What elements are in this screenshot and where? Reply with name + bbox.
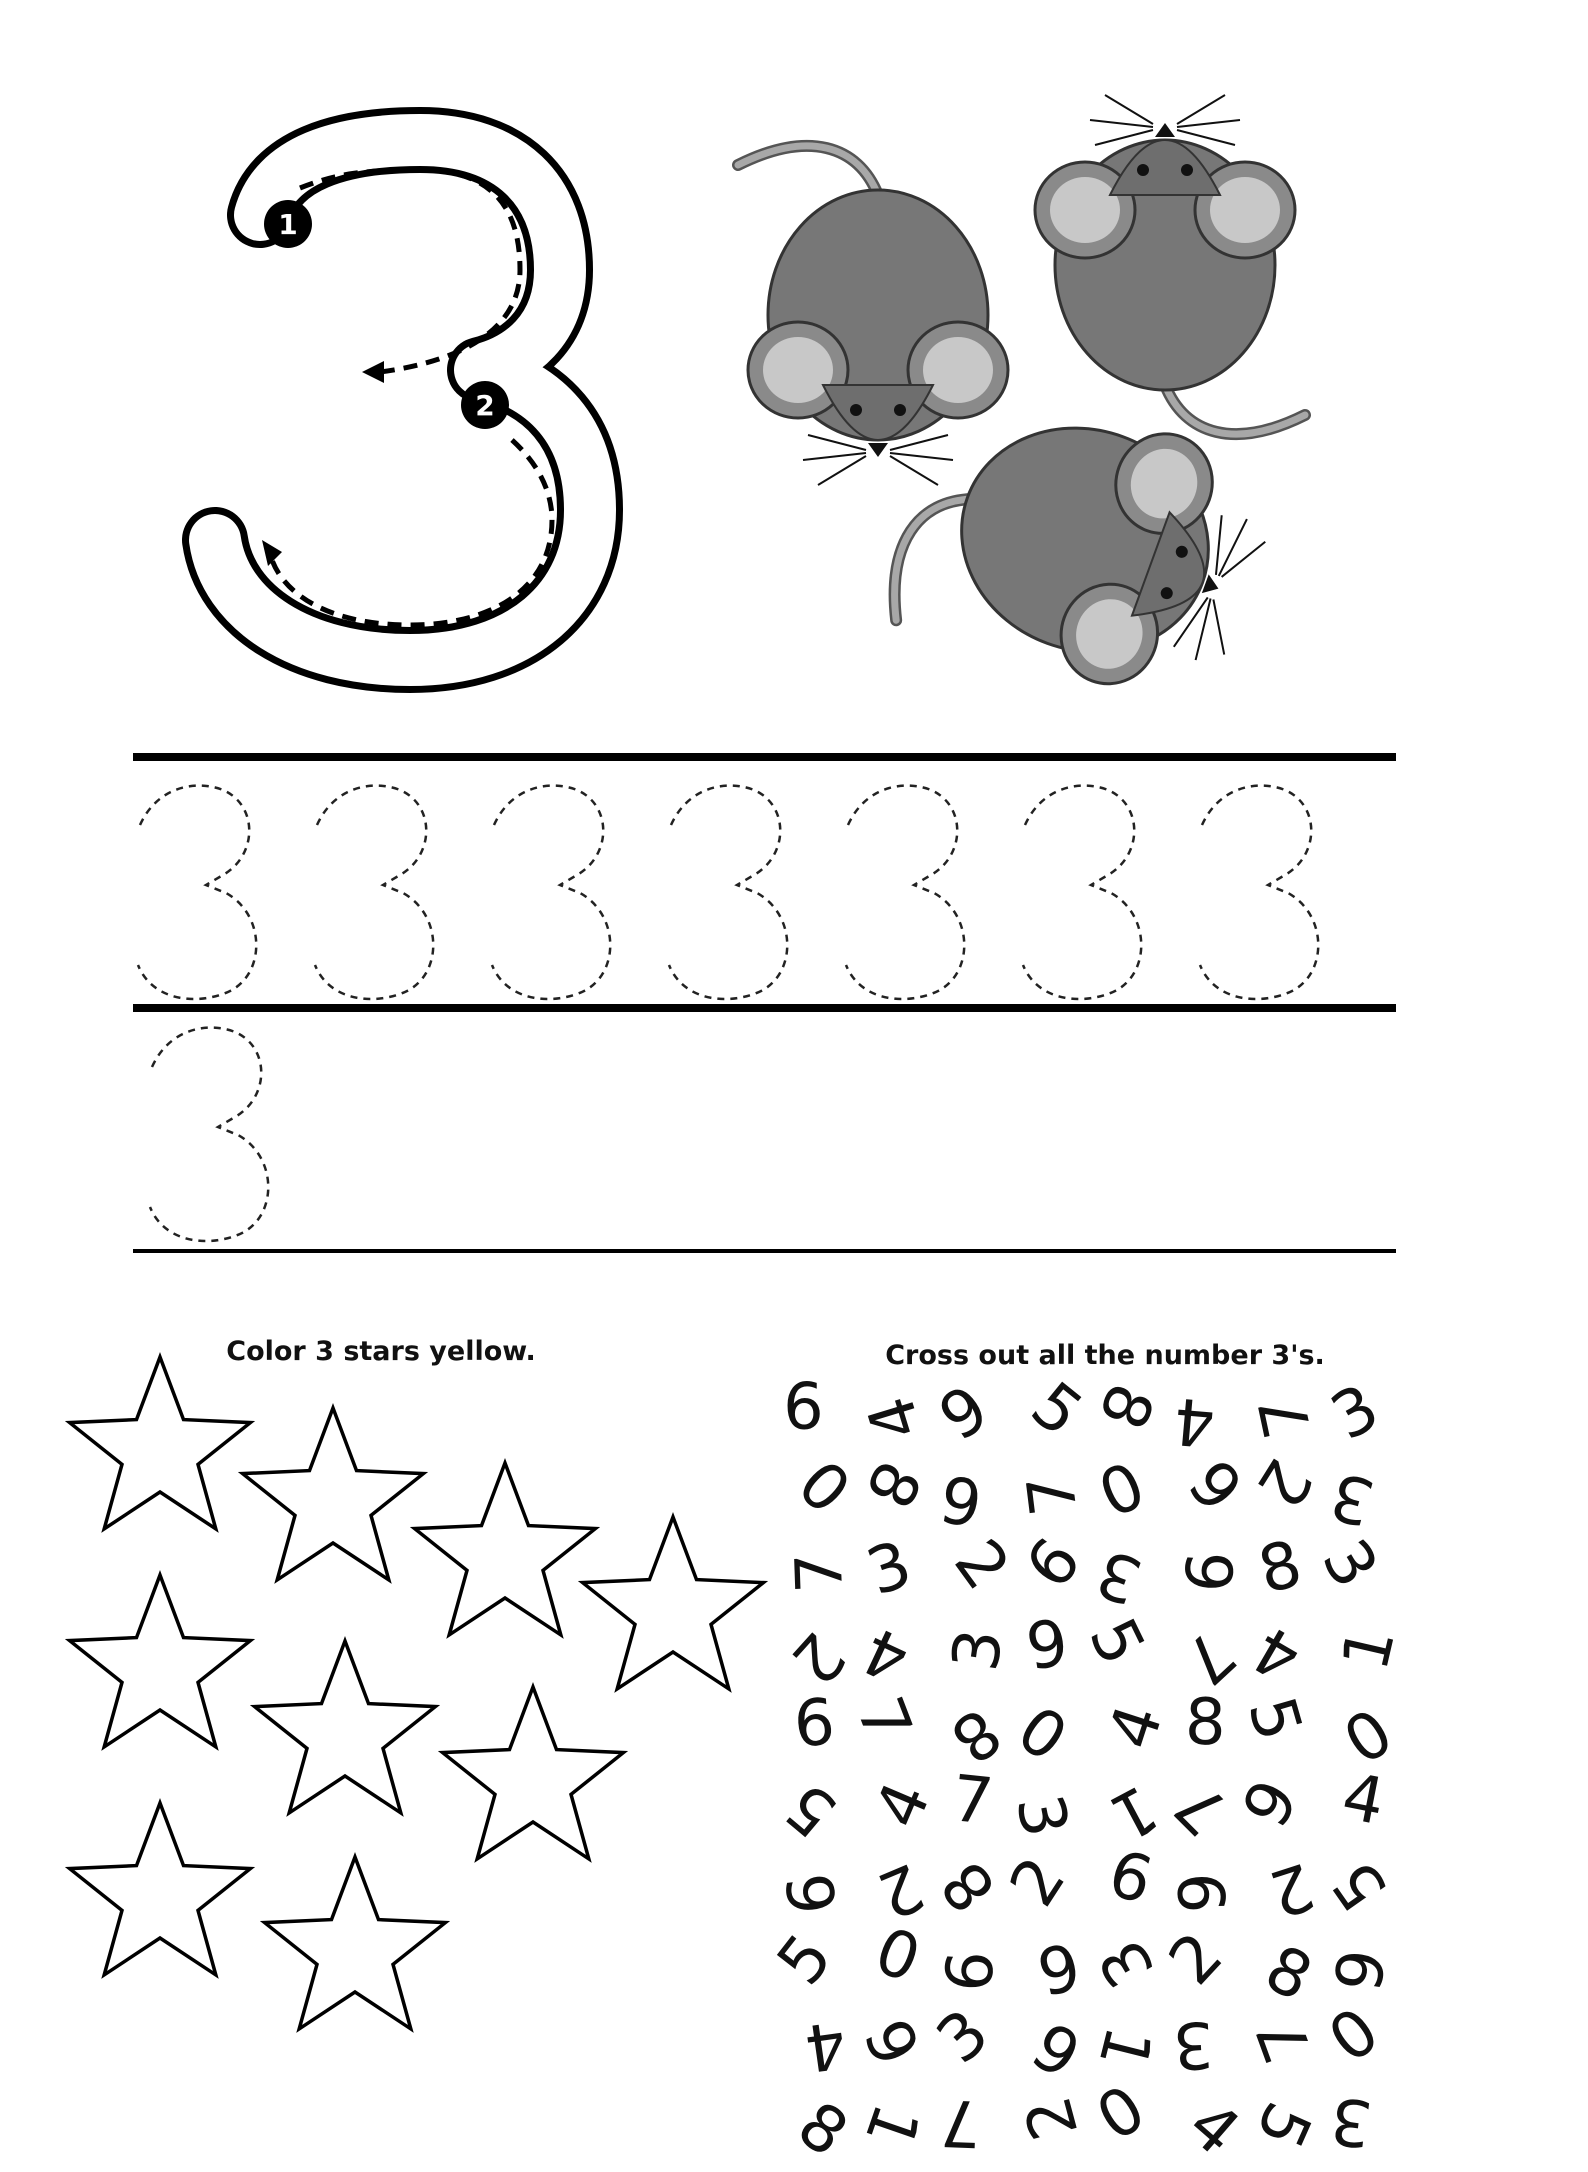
field-digit[interactable]: 2 bbox=[939, 1526, 1024, 1604]
field-digit[interactable]: 0 bbox=[783, 1447, 864, 1529]
star-1[interactable] bbox=[70, 1357, 251, 1529]
field-digit[interactable]: 6 bbox=[1317, 1944, 1398, 1996]
field-digit[interactable]: 9 bbox=[1229, 1768, 1314, 1840]
field-digit[interactable]: 5 bbox=[1240, 2091, 1325, 2159]
star-4[interactable] bbox=[583, 1517, 764, 1689]
star-3[interactable] bbox=[415, 1463, 596, 1635]
field-digit[interactable]: 6 bbox=[1162, 1871, 1237, 1915]
field-digit[interactable]: 1 bbox=[1328, 1620, 1410, 1678]
field-digit[interactable]: 2 bbox=[1155, 1918, 1238, 2000]
field-digit[interactable]: 4 bbox=[852, 1611, 921, 1697]
field-digit[interactable]: 9 bbox=[928, 1948, 1005, 1994]
field-digit[interactable]: 7 bbox=[841, 1687, 926, 1753]
star-9[interactable] bbox=[265, 1857, 446, 2029]
field-digit[interactable]: 3 bbox=[938, 1624, 1018, 1676]
field-digit[interactable]: 4 bbox=[1241, 1610, 1314, 1696]
field-digit[interactable]: 4 bbox=[800, 2005, 851, 2085]
field-digit[interactable]: 0 bbox=[1329, 1691, 1404, 1777]
number-field bbox=[763, 1366, 1426, 2172]
field-digit[interactable]: 8 bbox=[1251, 1527, 1310, 1609]
field-digit[interactable]: 1 bbox=[1083, 2019, 1166, 2077]
field-digit[interactable]: 8 bbox=[1083, 1373, 1168, 1439]
field-digit[interactable]: 5 bbox=[1074, 1607, 1159, 1677]
field-digit[interactable]: 5 bbox=[763, 1921, 848, 1999]
field-digit[interactable]: 0 bbox=[1084, 2071, 1159, 2157]
field-digit[interactable]: 3 bbox=[1001, 1788, 1082, 1844]
field-digit[interactable]: 4 bbox=[861, 1771, 946, 1839]
field-digit[interactable]: 3 bbox=[1307, 1527, 1392, 1601]
field-digit[interactable]: 2 bbox=[1011, 2088, 1094, 2148]
field-digit[interactable]: 3 bbox=[1319, 1370, 1392, 1456]
step-label-1: 1 bbox=[278, 208, 298, 241]
field-digit[interactable]: 8 bbox=[936, 1693, 1015, 1777]
field-digit[interactable]: 1 bbox=[849, 2094, 933, 2158]
field-digit[interactable]: 7 bbox=[782, 1551, 859, 1595]
field-digit[interactable]: 7 bbox=[1014, 1470, 1093, 1520]
field-digit[interactable]: 6 bbox=[1100, 1836, 1161, 1920]
field-digit[interactable]: 8 bbox=[1253, 1931, 1323, 2017]
field-digit[interactable]: 0 bbox=[1315, 1994, 1393, 2078]
field-digit[interactable]: 2 bbox=[867, 1847, 934, 1933]
field-digit[interactable]: 1 bbox=[1098, 1769, 1169, 1855]
field-digit[interactable]: 6 bbox=[1030, 1926, 1087, 2008]
field-digit[interactable]: 5 bbox=[771, 1767, 851, 1851]
step-label-2: 2 bbox=[475, 389, 495, 422]
field-digit[interactable]: 7 bbox=[1161, 1767, 1243, 1849]
field-digit[interactable]: 2 bbox=[996, 1844, 1081, 1920]
field-digit[interactable]: 8 bbox=[784, 2088, 861, 2172]
star-8[interactable] bbox=[70, 1803, 251, 1975]
field-digit[interactable]: 8 bbox=[927, 1846, 1011, 1926]
field-digit[interactable]: 7 bbox=[948, 1762, 997, 1840]
field-digit[interactable]: 3 bbox=[1171, 2005, 1216, 2083]
field-digit[interactable]: 4 bbox=[1170, 1382, 1218, 1460]
field-digit[interactable]: 3 bbox=[923, 1995, 1004, 2079]
field-digit[interactable]: 7 bbox=[1168, 1616, 1249, 1698]
field-digit[interactable]: 9 bbox=[1021, 1606, 1074, 1686]
crossout-instruction: Cross out all the number 3's. bbox=[885, 1340, 1325, 1371]
star-6[interactable] bbox=[255, 1641, 436, 1813]
field-digit[interactable]: 6 bbox=[1173, 1549, 1250, 1595]
field-digit[interactable]: 7 bbox=[938, 2084, 982, 2160]
field-digit[interactable]: 6 bbox=[791, 1685, 838, 1763]
field-digit[interactable]: 9 bbox=[769, 1869, 848, 1919]
field-digit[interactable]: 3 bbox=[1323, 1456, 1382, 1540]
field-digit[interactable]: 3 bbox=[1326, 2081, 1377, 2161]
star-5[interactable] bbox=[70, 1575, 251, 1747]
field-digit[interactable]: 7 bbox=[1245, 1389, 1327, 1445]
field-digit[interactable]: 4 bbox=[1094, 1696, 1178, 1758]
field-digit[interactable]: 3 bbox=[858, 1527, 921, 1611]
field-digit[interactable]: 3 bbox=[1087, 1534, 1152, 1618]
star-2[interactable] bbox=[243, 1408, 424, 1580]
field-digit[interactable]: 5 bbox=[1318, 1847, 1403, 1923]
field-digit[interactable]: 3 bbox=[1085, 1926, 1170, 2000]
field-digit[interactable]: 4 bbox=[854, 1387, 937, 1449]
field-digit[interactable]: 5 bbox=[1233, 1689, 1316, 1749]
star-7[interactable] bbox=[443, 1687, 624, 1859]
field-digit[interactable]: 9 bbox=[926, 1371, 1002, 1457]
field-digit[interactable]: 2 bbox=[776, 1618, 859, 1698]
field-digit[interactable]: 0 bbox=[1006, 1689, 1083, 1773]
field-digit[interactable]: 0 bbox=[1088, 1448, 1157, 1534]
field-digit[interactable]: 9 bbox=[1018, 2009, 1092, 2095]
field-digit[interactable]: 4 bbox=[1173, 2087, 1253, 2171]
field-digit[interactable]: 8 bbox=[850, 1449, 935, 1519]
field-digit[interactable]: 9 bbox=[1173, 1447, 1256, 1527]
field-digit[interactable]: 6 bbox=[852, 2006, 937, 2076]
field-digit[interactable]: 2 bbox=[1260, 1847, 1323, 1931]
field-digit[interactable]: 9 bbox=[1008, 1522, 1093, 1600]
field-digit[interactable]: 9 bbox=[783, 1366, 824, 1440]
field-digit[interactable]: 6 bbox=[934, 1459, 988, 1539]
field-digit[interactable]: 5 bbox=[1017, 1368, 1096, 1452]
stars-instruction: Color 3 stars yellow. bbox=[226, 1336, 536, 1367]
field-digit[interactable]: 7 bbox=[1243, 2008, 1328, 2072]
field-digit[interactable]: 2 bbox=[1241, 1446, 1326, 1520]
field-digit[interactable]: 4 bbox=[1336, 1759, 1391, 1841]
field-digit[interactable]: 8 bbox=[1184, 1685, 1227, 1761]
field-digit[interactable]: 0 bbox=[865, 1914, 930, 1998]
